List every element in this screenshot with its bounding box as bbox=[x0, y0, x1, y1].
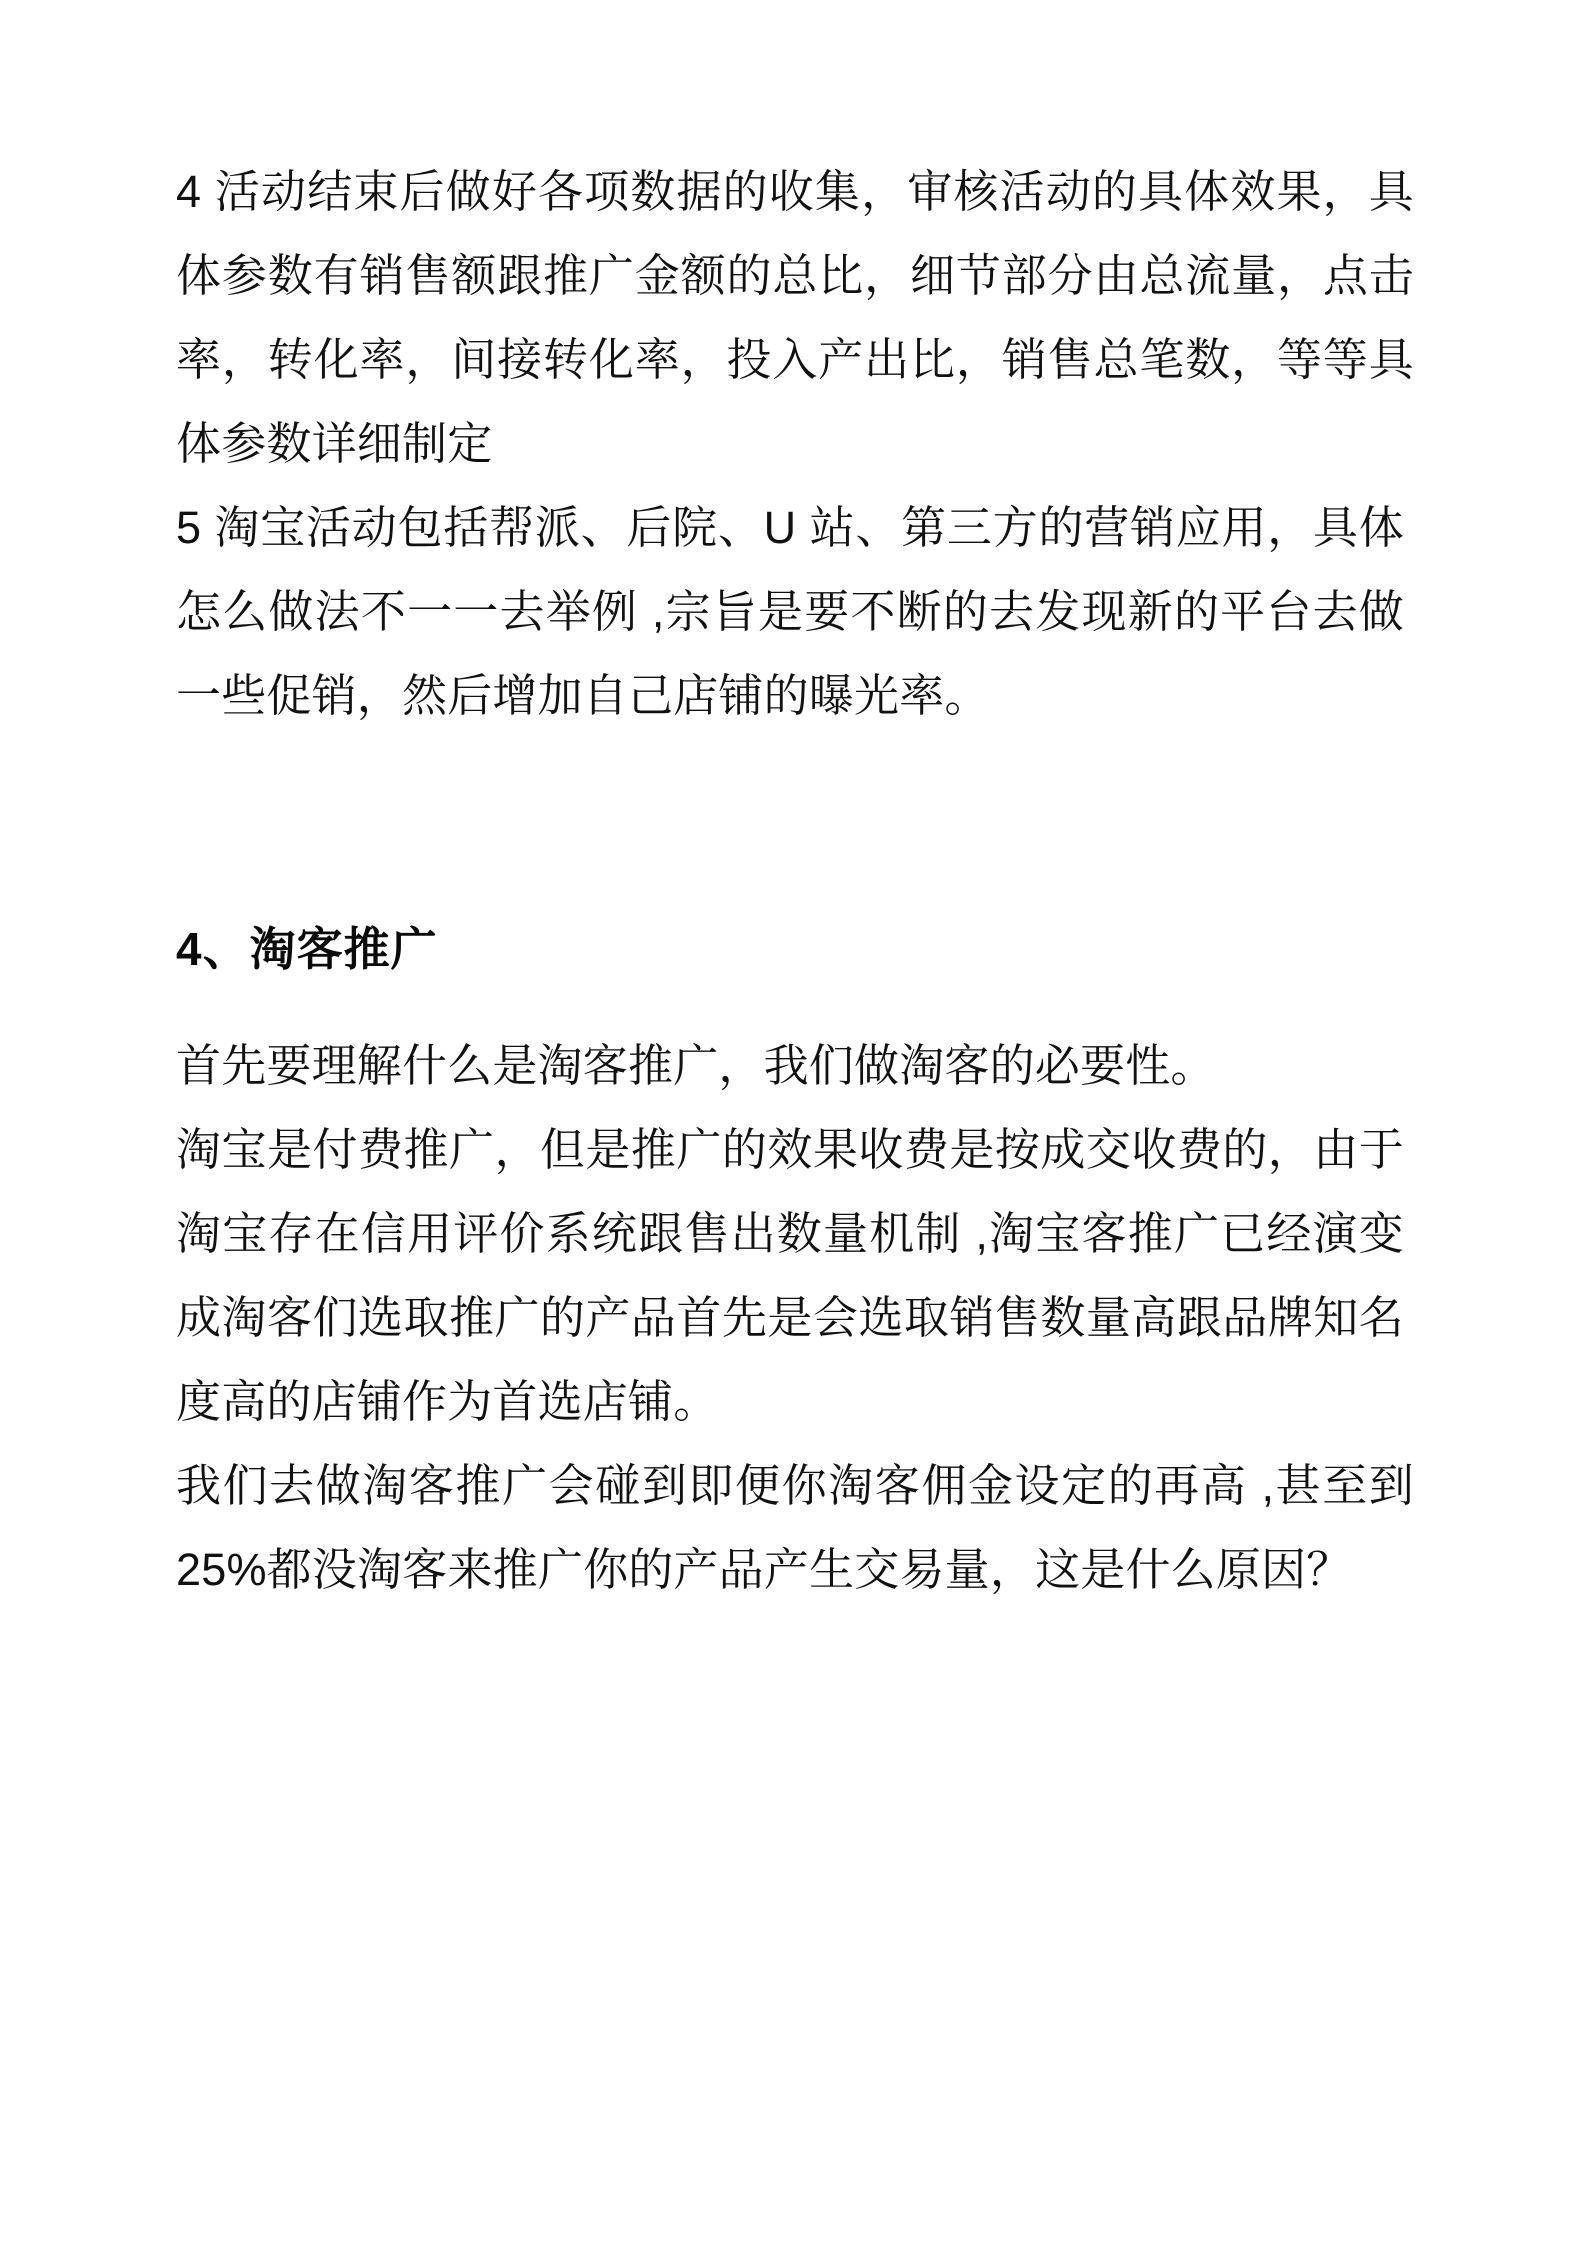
paragraph-item-5: 5 淘宝活动包括帮派、后院、U 站、第三方的营销应用，具体怎么做法不一一去举例 ,宗旨是要不断的去发现新的平台去做一些促销，然后增加自己店铺的曝光率。 bbox=[176, 502, 1404, 721]
section-heading-taoke-promotion: 4、淘客推广 bbox=[176, 923, 438, 975]
document-content-column bbox=[176, 150, 1414, 1612]
paragraph-item-4: 4 活动结束后做好各项数据的收集，审核活动的具体效果，具体参数有销售额跟推广金额的总比，细节部分由总流量，点击率，转化率，间接转化率，投入产出比，销售总笔数，等等具体参数详细制定 bbox=[176, 166, 1414, 469]
paragraph-intro: 首先要理解什么是淘客推广，我们做淘客的必要性。 bbox=[176, 1040, 1216, 1091]
paragraph-body-2: 我们去做淘客推广会碰到即便你淘客佣金设定的再高 ,甚至到 25%都没淘客来推广你的产品产生交易量，这是什么原因？ bbox=[176, 1460, 1414, 1595]
paragraph-body-1: 淘宝是付费推广，但是推广的效果收费是按成交收费的，由于淘宝存在信用评价系统跟售出数量机制 ,淘宝客推广已经演变成淘客们选取推广的产品首先是会选取销售数量高跟品牌知名度高的店铺作为首选店铺。 bbox=[176, 1124, 1404, 1427]
heading-spacer bbox=[176, 984, 1414, 1024]
section-spacer bbox=[176, 738, 1414, 914]
